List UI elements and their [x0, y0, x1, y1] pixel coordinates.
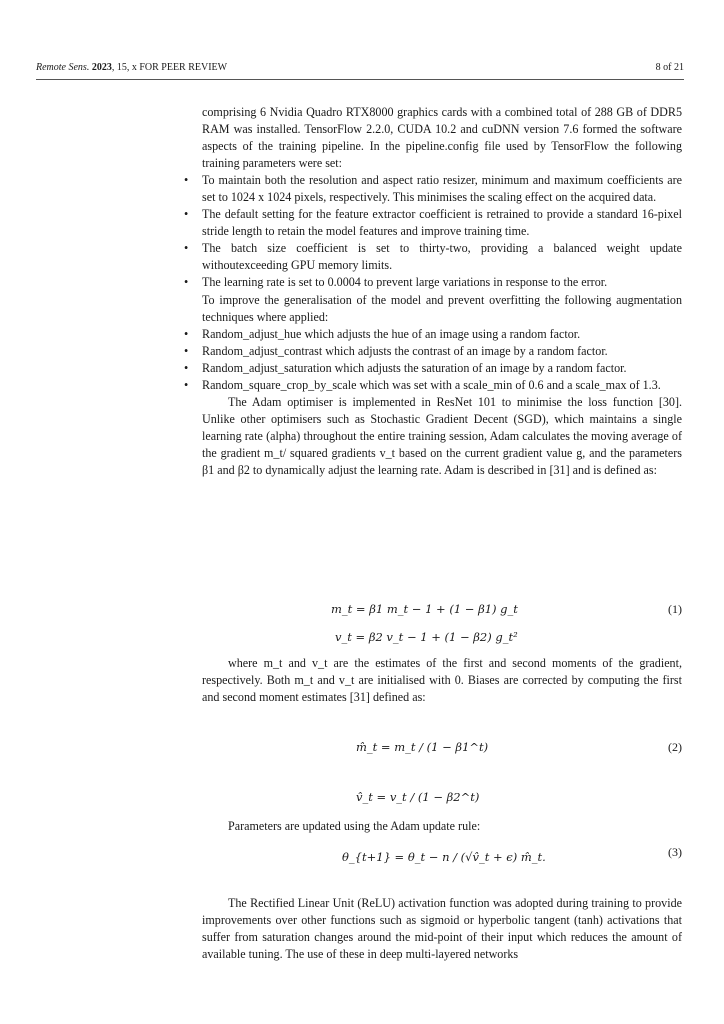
equation-2a: m̂_t = m_t / (1 − β1^t)	[356, 740, 489, 754]
list-item: • Random_adjust_hue which adjusts the hue of an image using a random factor.	[202, 326, 682, 343]
paragraph-moments: where m_t and v_t are the estimates of the first and second moments of the gradient, respectively. Both m_t and v_t are initialised with 0. Biases are corrected by computing the first and second moment estimates [31] defined as:	[202, 656, 682, 705]
paragraph-adam: The Adam optimiser is implemented in ResNet 101 to minimise the loss function [30]. Unlike other optimisers such as Stochastic Gradient Decent (SGD), which maintains a single learning rate (alpha) throughout the entire training session, Adam calculates the moving average of the gradient m_t/ squared gradients v_t based on the current gradient value g, and the parameters β1 and β2 to dynamically adjust the learning rate. Adam is described in [31] and is defined as:	[202, 394, 682, 477]
journal-volume-info: , 15, x FOR PEER REVIEW	[111, 62, 228, 73]
list-item: • Random_adjust_saturation which adjusts the saturation of an image by a random factor.	[202, 360, 682, 377]
header-rule	[36, 79, 684, 80]
list-item: • Random_square_crop_by_scale which was set with a scale_min of 0.6 and a scale_max of 1.3.	[202, 377, 682, 394]
paragraph-relu: The Rectified Linear Unit (ReLU) activation function was adopted during training to provide improvements over other functions such as sigmoid or hyperbolic tangent (tanh) activations that suffer from saturation changes around the mid-point of their input which reduces the amount of available tuning. The use of these in deep multi-layered networks	[202, 896, 682, 962]
list-item: • Random_adjust_contrast which adjusts the contrast of an image by a random factor.	[202, 343, 682, 360]
equation-1a: m_t = β1 m_t − 1 + (1 − β1) g_t	[331, 602, 518, 616]
paragraph-update-rule: Parameters are updated using the Adam update rule:	[228, 819, 481, 833]
list-item: • The default setting for the feature extractor coefficient is retrained to provide a standard 16-pixel stride length to retain the model features and improve training time.	[202, 206, 682, 240]
journal-year: 2023	[91, 62, 112, 73]
list-item: • The batch size coefficient is set to thirty-two, providing a balanced weight update withoutexceeding GPU memory limits.	[202, 240, 682, 274]
equation-number-2: (2)	[668, 740, 682, 754]
equation-3: θ_{t+1} = θ_t − n / (√v̂_t + ϵ) m̂_t.	[342, 850, 546, 864]
list-item: • The learning rate is set to 0.0004 to prevent large variations in response to the error.	[202, 274, 682, 291]
journal-name: Remote Sens.	[36, 62, 90, 73]
section-body-relu	[202, 895, 682, 963]
list-item: • To maintain both the resolution and aspect ratio resizer, minimum and maximum coefficients are set to 1024 x 1024 pixels, respectively. This minimises the scaling effect on the acquired data.	[202, 172, 682, 206]
section-body-update	[202, 818, 682, 835]
augmentation-list	[202, 326, 682, 394]
equation-1b: v_t = β2 v_t − 1 + (1 − β2) g_t²	[335, 630, 518, 644]
running-head-citation	[36, 62, 227, 73]
equation-number-3: (3)	[668, 845, 682, 859]
running-head	[36, 62, 684, 76]
equation-number-1: (1)	[668, 602, 682, 616]
training-parameters-list	[202, 172, 682, 291]
paragraph-augmentation: To improve the generalisation of the model and prevent overfitting the following augmentation techniques where applied:	[202, 292, 682, 324]
section-body-top	[202, 104, 682, 479]
section-body-moments	[202, 655, 682, 706]
page-number: 8 of 21	[655, 62, 684, 73]
paragraph-hardware: comprising 6 Nvidia Quadro RTX8000 graphics cards with a combined total of 288 GB of DDR5 RAM was installed. TensorFlow 2.2.0, CUDA 10.2 and cuDNN version 7.6 formed the software aspects of the training pipeline. In the pipeline.config file used by TensorFlow the following training parameters were set:	[202, 105, 682, 171]
equation-2b: v̂_t = v_t / (1 − β2^t)	[356, 790, 480, 804]
